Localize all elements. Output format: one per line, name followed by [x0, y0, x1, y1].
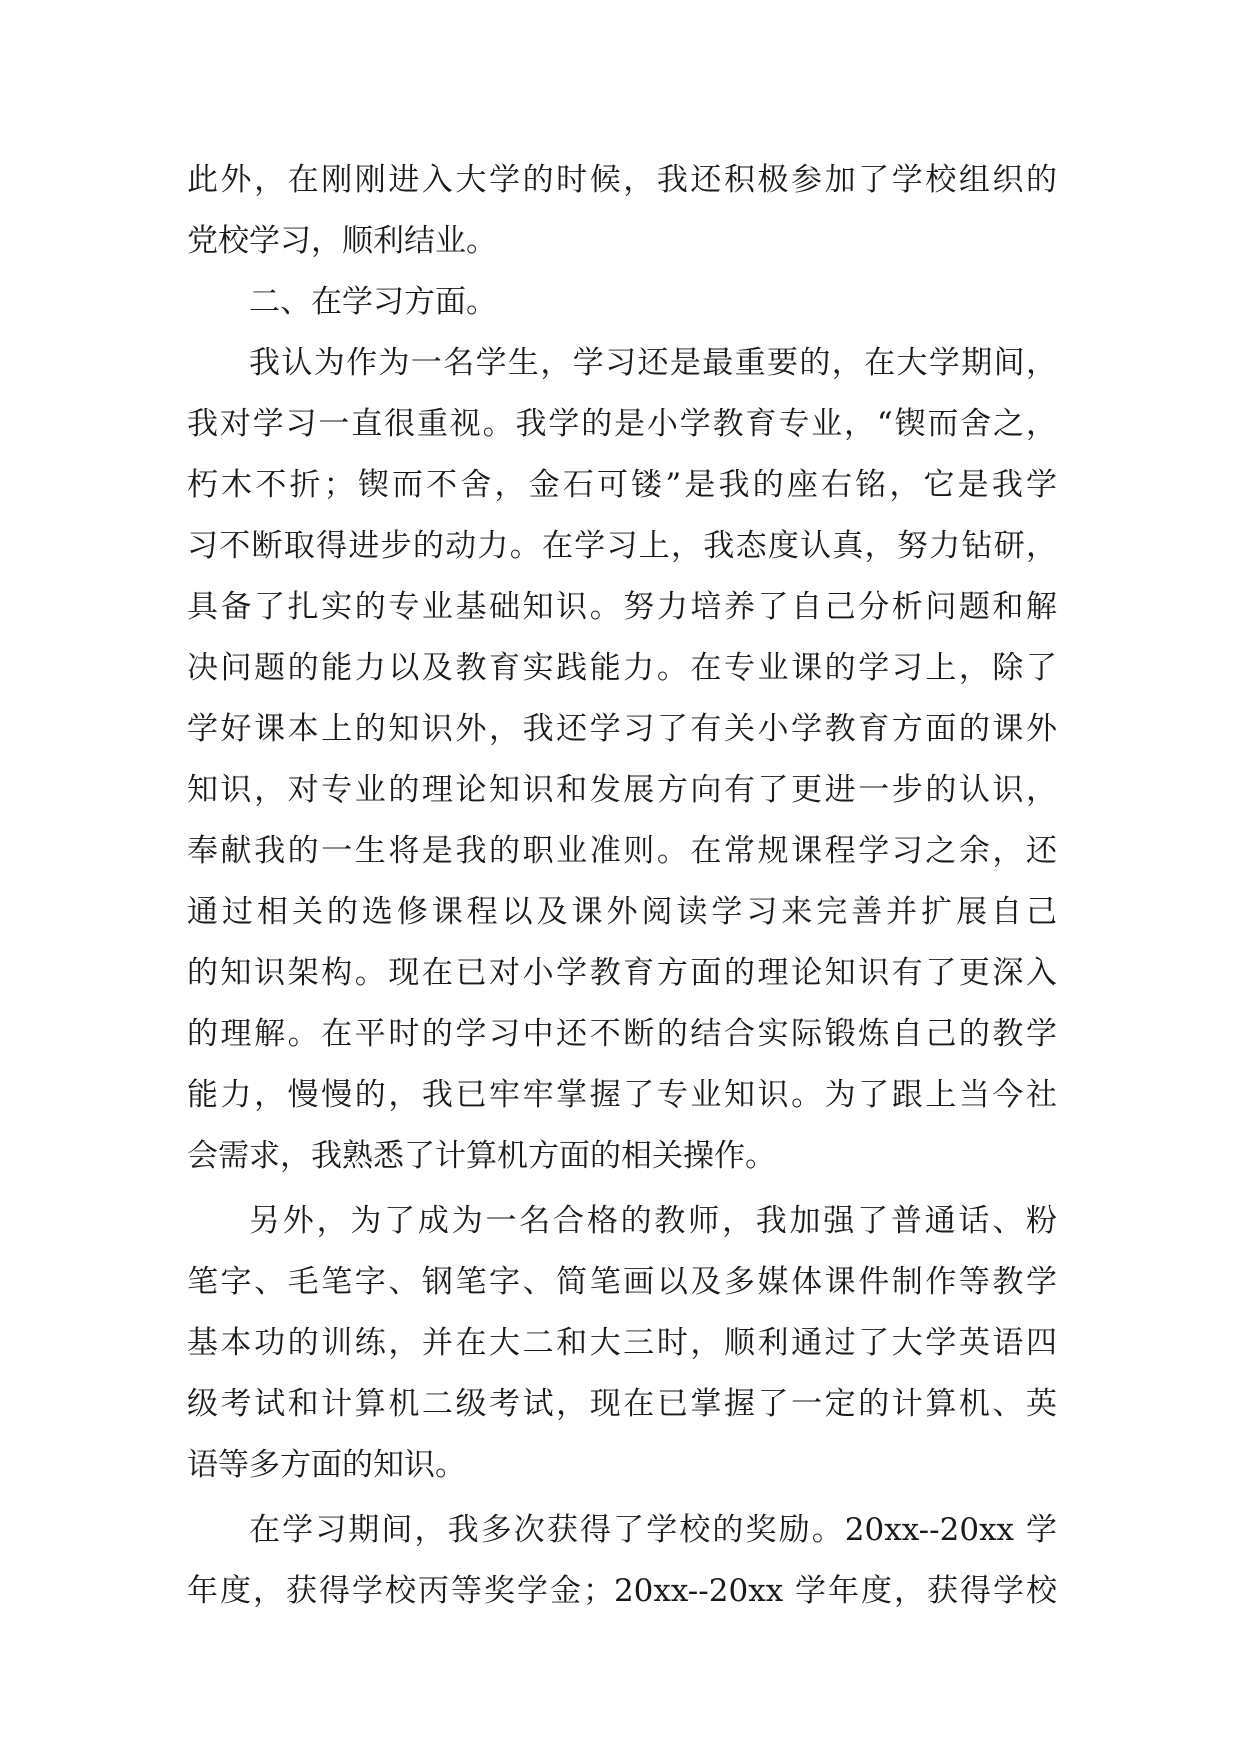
text-line: 此外，在刚刚进入大学的时候，我还积极参加了学校组织的	[187, 162, 1057, 198]
text-line: 的理解。在平时的学习中还不断的结合实际锻炼自己的教学	[187, 1016, 1057, 1052]
text-line: 年度，获得学校丙等奖学金；20xx--20xx 学年度，获得学校	[187, 1573, 1057, 1609]
text-line: 语等多方面的知识。	[187, 1447, 466, 1483]
document-body	[187, 150, 1057, 1622]
text-line: 朽木不折；锲而不舍，金石可镂”是我的座右铭，它是我学	[187, 467, 1057, 503]
text-line: 另外，为了成为一名合格的教师，我加强了普通话、粉	[249, 1203, 1057, 1239]
text-line: 知识，对专业的理论知识和发展方向有了更进一步的认识，	[187, 772, 1057, 808]
text-line: 奉献我的一生将是我的职业准则。在常规课程学习之余，还	[187, 833, 1057, 869]
text-line: 二、在学习方面。	[249, 284, 497, 320]
text-line: 的知识架构。现在已对小学教育方面的理论知识有了更深入	[187, 955, 1057, 991]
text-line: 通过相关的选修课程以及课外阅读学习来完善并扩展自己	[187, 894, 1057, 930]
paragraph	[187, 1191, 1057, 1496]
text-line: 级考试和计算机二级考试，现在已掌握了一定的计算机、英	[187, 1386, 1057, 1422]
text-line: 习不断取得进步的动力。在学习上，我态度认真，努力钻研，	[187, 528, 1057, 564]
text-line: 我认为作为一名学生，学习还是最重要的，在大学期间，	[249, 345, 1057, 381]
text-line: 我对学习一直很重视。我学的是小学教育专业，“锲而舍之，	[187, 406, 1057, 442]
section-heading	[187, 272, 1057, 333]
text-line: 笔字、毛笔字、钢笔字、简笔画以及多媒体课件制作等教学	[187, 1264, 1057, 1300]
text-line: 基本功的训练，并在大二和大三时，顺利通过了大学英语四	[187, 1325, 1057, 1361]
text-line: 党校学习，顺利结业。	[187, 223, 497, 259]
paragraph	[187, 1500, 1057, 1622]
paragraph	[187, 333, 1057, 1187]
text-line: 会需求，我熟悉了计算机方面的相关操作。	[187, 1138, 776, 1174]
paragraph	[187, 150, 1057, 272]
text-line: 具备了扎实的专业基础知识。努力培养了自己分析问题和解	[187, 589, 1057, 625]
text-line: 学好课本上的知识外，我还学习了有关小学教育方面的课外	[187, 711, 1057, 747]
text-line: 决问题的能力以及教育实践能力。在专业课的学习上，除了	[187, 650, 1057, 686]
text-line: 能力，慢慢的，我已牢牢掌握了专业知识。为了跟上当今社	[187, 1077, 1057, 1113]
text-line: 在学习期间，我多次获得了学校的奖励。20xx--20xx 学	[249, 1512, 1057, 1548]
